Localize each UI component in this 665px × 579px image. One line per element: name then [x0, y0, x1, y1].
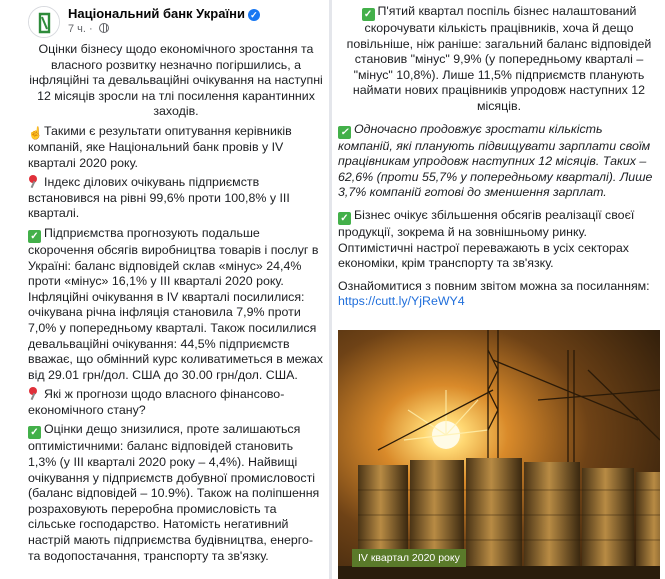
survey-text: Такими є результати опитування керівників компаній, яке Національний банк провів у IV кварталі 2020 року.: [28, 123, 292, 170]
estimates-paragraph: [28, 422, 324, 564]
check-mark-icon: ✓: [362, 8, 375, 21]
production-text: Підприємства прогнозують подальше скорочення обсягів виробництва товарів і послуг в Україні: баланс відповідей склав «мінус» 24,4% проти «мінус» 16,1% у III кварталі 2020 року. Інфляційні очікування в IV кварталі посилилися: очікувана річна інфляція становила 7,9% проти 7,0% у попередньому кварталі. Також посилилися девальваційні очікування: 44,5% підприємств вважає, що обмінний курс коливатиметься в межах від 29.01 грн/дол. США до 30.00 грн/дол. США.: [28, 225, 323, 382]
pushpin-icon: [28, 175, 41, 188]
grain-silos-image: [338, 330, 660, 579]
right-column: [332, 0, 665, 579]
check-mark-icon: ✓: [338, 212, 351, 225]
production-paragraph: [28, 226, 324, 383]
pointing-hand-icon: ☝: [28, 125, 43, 140]
check-mark-icon: ✓: [28, 426, 41, 439]
globe-icon: [99, 23, 109, 33]
question-paragraph: [28, 387, 324, 418]
post-time[interactable]: 7 ч.: [68, 23, 86, 35]
index-text: Індекс ділових очікувань підприємств встановився на рівні 99,6% проти 100,8% у III кварталі.: [28, 175, 290, 221]
question-text: Які ж прогнози щодо власного фінансово-економічного стану?: [28, 387, 285, 417]
report-paragraph: [338, 279, 660, 310]
staff-text: П'ятий квартал поспіль бізнес налаштований скорочувати кількість працівників, хоча й дещо повільніше, ніж раніше: загальний баланс відповідей становив "мінус" 9,9% (у попередньому кварталі – "мінус" 10,8%). Лише 11,5% підприємств планують наймати нових працівників упродовж наступних 12 місяців.: [346, 4, 652, 113]
estimates-text: Оцінки дещо знизилися, проте залишаються оптимістичними: баланс відповідей становить 1,3% (у III кварталі 2020 року – 4,4%). Найвищі очікування у підприємств добувної промисловості (баланс відповідей – 10.9%). Також на поліпшення розраховують переробна промисловість та сільське господарство. Натомість негативний настрій мають підприємства будівництва, енерго- та водопостачання, транспорту та зв'язку.: [28, 422, 320, 563]
photo-caption: IV квартал 2020 року: [352, 549, 466, 567]
post-text-left: [28, 42, 324, 568]
check-mark-icon: ✓: [28, 230, 41, 243]
verified-badge-icon: ✓: [248, 9, 260, 21]
sales-text: Бізнес очікує збільшення обсягів реалізації своєї продукції, зокрема й на зовнішньому ринку. Оптимістичні настрої переважають в усіх секторах економіки, крім транспорту та зв'язку.: [338, 207, 635, 271]
meta-separator: ·: [89, 23, 93, 35]
post-header: [28, 4, 328, 38]
salaries-paragraph: [338, 122, 660, 201]
intro-paragraph: Оцінки бізнесу щодо економічного зростання та власного розвитку незначно погіршились, а інфляційні та девальваційні очікування на наступні 12 місяців зросли на тлі посилення карантинних заходів.: [29, 42, 323, 119]
post-meta: [68, 23, 109, 35]
page-name[interactable]: [68, 6, 260, 21]
pushpin-icon: [28, 387, 41, 400]
survey-paragraph: [28, 124, 324, 171]
left-column: [0, 0, 328, 579]
report-link[interactable]: https://cutt.ly/YjReWY4: [338, 294, 465, 309]
page-name-text[interactable]: Національний банк України: [68, 6, 245, 21]
avatar[interactable]: [28, 6, 60, 38]
report-text: Ознайомитися з повним звітом можна за посиланням:: [338, 278, 650, 293]
post-text-right: [338, 4, 660, 317]
nbu-logo-icon: [29, 7, 60, 38]
sales-paragraph: [338, 208, 660, 272]
index-paragraph: [28, 175, 324, 222]
salaries-text: Одночасно продовжує зростати кількість компаній, які планують підвищувати зарплати своїм працівникам упродовж наступних 12 місяців. Таких – 62,6% (проти 55,7% у попередньому кварталі). Лише 3,7% компаній готові до зменшення зарплат.: [338, 121, 653, 200]
post-photo[interactable]: [338, 330, 660, 579]
staff-paragraph: [338, 4, 660, 115]
check-mark-icon: ✓: [338, 126, 351, 139]
